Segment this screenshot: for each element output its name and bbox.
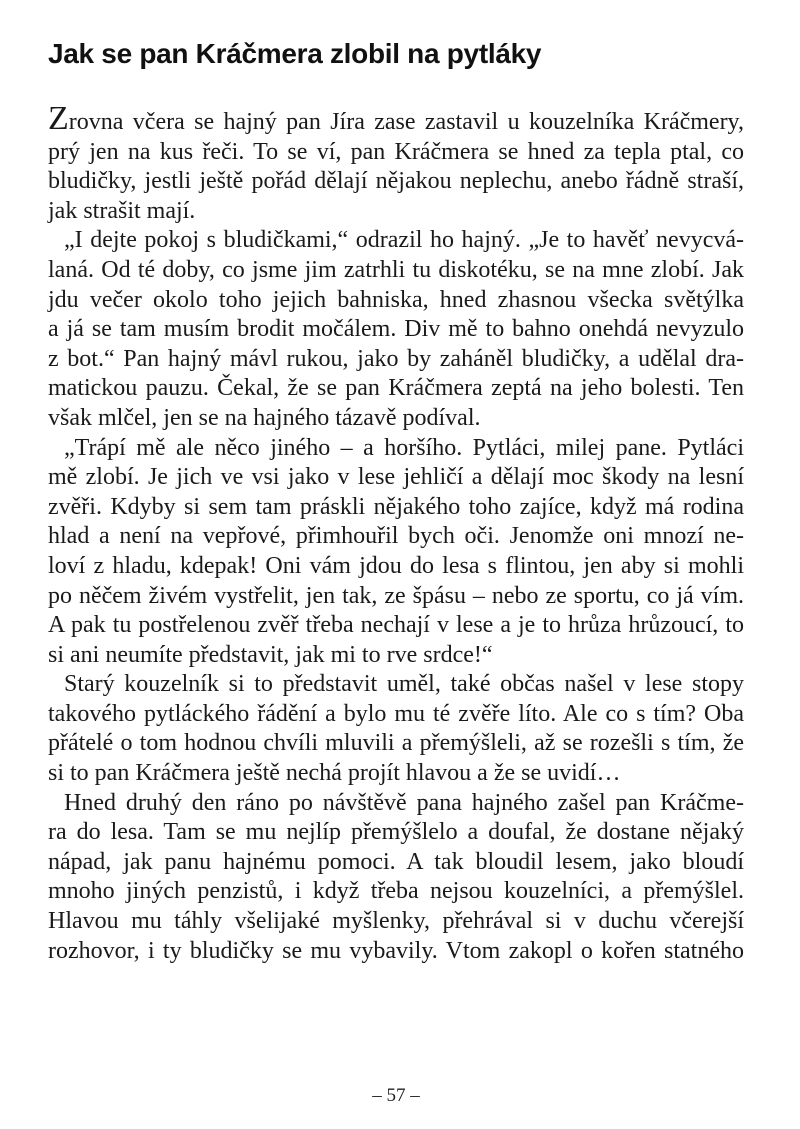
- text-line: „Trápí mě ale něco jiného – a horšího. Pytláci, milej pane. Pytláci: [64, 434, 744, 461]
- text-line: Hned druhý den ráno po návštěvě pana hajného zašel pan Kráčme-: [64, 789, 744, 816]
- text-line: nápad, jak panu hajnému pomoci. A tak bloudil lesem, jako bloudí: [48, 848, 744, 875]
- page-number: – 57 –: [372, 1085, 420, 1106]
- text-line: Hlavou mu táhly všelijaké myšlenky, přehrával si v duchu včerejší: [48, 908, 744, 935]
- text-line: si to pan Kráčmera ještě nechá projít hlavou a že se uvidí…: [48, 760, 621, 787]
- paragraph: [48, 226, 744, 433]
- text-line: po něčem živém vystřelit, jen tak, ze špásu – nebo ze sportu, co já vím.: [48, 582, 744, 609]
- paragraph: [48, 434, 744, 671]
- text-line: hlad a není na vepřové, přimhouřil bych oči. Jenomže oni mnozí ne-: [48, 523, 744, 550]
- book-page: [48, 0, 744, 1129]
- text-line: mnoho jiných penzistů, i když třeba nejsou kouzelníci, a přemýšlel.: [48, 878, 744, 905]
- text-line: zvěři. Kdyby si sem tam práskli nějakého toho zajíce, když má rodina: [48, 493, 744, 520]
- text-line: z bot.“ Pan hajný mávl rukou, jako by zaháněl bludičky, a udělal dra-: [48, 345, 744, 372]
- text-line: přátelé o tom hodnou chvíli mluvili a přemýšleli, až se rozešli s tím, že: [48, 730, 744, 757]
- text-line: Zrovna včera se hajný pan Jíra zase zastavil u kouzelníka Kráčmery,: [48, 100, 744, 137]
- text-line: však mlčel, jen se na hajného tázavě podíval.: [48, 404, 481, 431]
- paragraph: [48, 100, 744, 226]
- text-line: loví z hladu, kdepak! Oni vám jdou do lesa s flintou, jen aby si mohli: [48, 552, 744, 579]
- text-line: mě zlobí. Je jich ve vsi jako v lese jehličí a dělají moc škody na lesní: [48, 464, 744, 491]
- text-line: takového pytláckého řádění a bylo mu té zvěře líto. Ale co s tím? Oba: [48, 700, 744, 727]
- text-line: „I dejte pokoj s bludičkami,“ odrazil ho hajný. „Je to havěť nevycvá-: [64, 227, 744, 254]
- text-line: rozhovor, i ty bludičky se mu vybavily. Vtom zakopl o kořen statného: [48, 937, 744, 964]
- text-line: A pak tu postřelenou zvěř třeba nechají v lese a je to hrůza hrůzoucí, to: [48, 612, 744, 639]
- text-line: si ani neumíte představit, jak mi to rve srdce!“: [48, 641, 493, 668]
- chapter-title: Jak se pan Kráčmera zlobil na pytláky: [48, 38, 542, 69]
- text-line: bludičky, jestli ještě pořád dělají nějakou neplechu, anebo řádně straší,: [48, 168, 744, 195]
- text-line: prý jen na kus řeči. To se ví, pan Kráčmera se hned za tepla ptal, co: [48, 138, 744, 165]
- text-line: jdu večer okolo toho jejich bahniska, hned zhasnou všecka světýlka: [48, 286, 744, 313]
- text-line: matickou pauzu. Čekal, že se pan Kráčmera zeptá na jeho bolesti. Ten: [48, 375, 744, 402]
- text-line: a já se tam musím brodit močálem. Div mě to bahno onehdá nevyzulo: [48, 316, 744, 343]
- text-line: laná. Od té doby, co jsme jim zatrhli tu diskotéku, se na mne zlobí. Jak: [48, 256, 744, 283]
- text-line: ra do lesa. Tam se mu nejlíp přemýšlelo a doufal, že dostane nějaký: [48, 819, 744, 846]
- paragraph: [48, 789, 744, 967]
- text-line: Starý kouzelník si to představit uměl, také občas našel v lese stopy: [64, 671, 744, 698]
- chapter-body: [48, 100, 744, 966]
- text-line: jak strašit mají.: [48, 197, 196, 224]
- paragraph: [48, 670, 744, 788]
